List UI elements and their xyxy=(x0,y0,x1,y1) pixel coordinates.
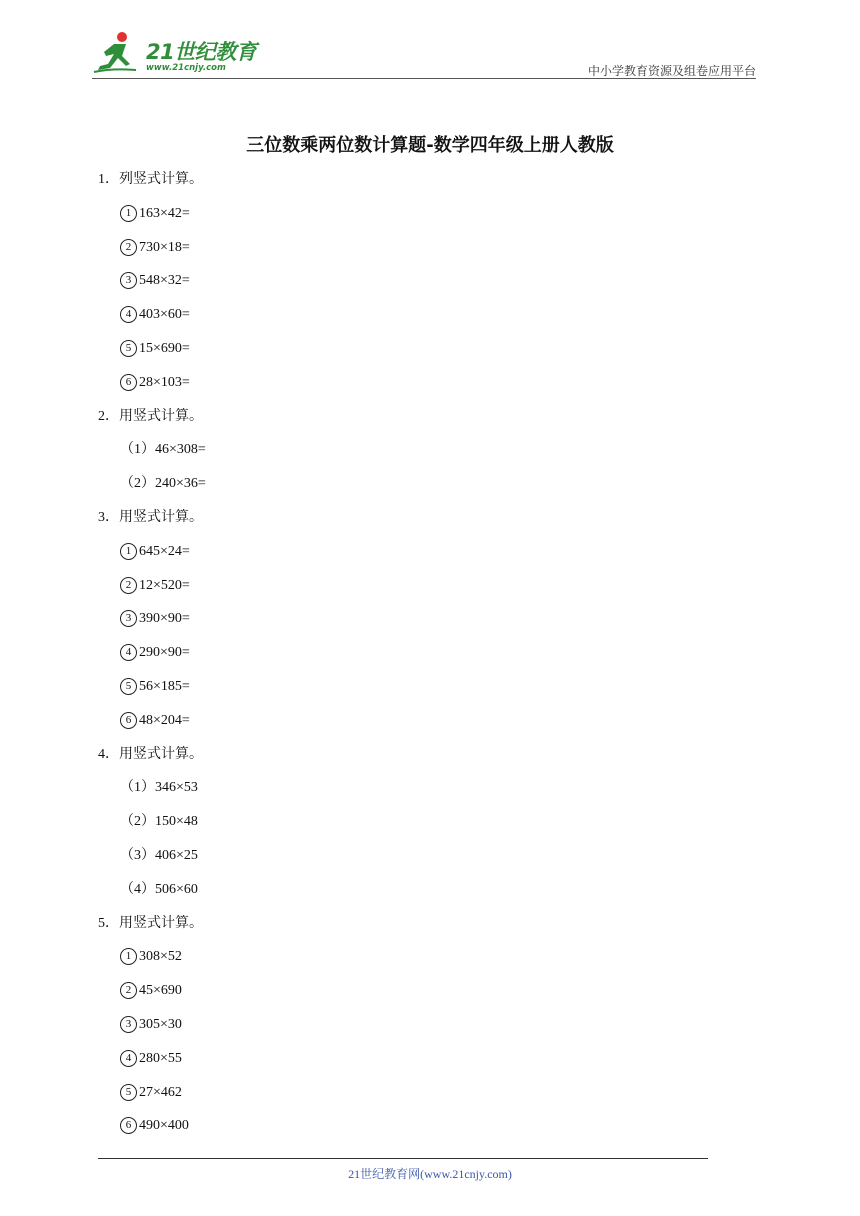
question-label: 5．用竖式计算。 xyxy=(98,915,203,931)
expression: 490×400 xyxy=(139,1118,189,1134)
question-item xyxy=(120,643,190,663)
circled-number: 6 xyxy=(120,712,137,729)
question-item xyxy=(120,711,190,731)
header-divider xyxy=(92,78,756,79)
expression: 45×690 xyxy=(139,983,182,999)
paren-number: （1） xyxy=(120,442,155,458)
expression: 56×185= xyxy=(139,679,190,694)
expression: 548×32= xyxy=(139,273,190,289)
expression: 46×308= xyxy=(155,442,206,458)
page-header xyxy=(92,30,756,78)
circled-number: 2 xyxy=(120,239,137,256)
expression: 305×30 xyxy=(139,1017,182,1032)
expression: 346×53 xyxy=(155,780,198,796)
circled-number: 4 xyxy=(120,644,137,661)
circled-number: 2 xyxy=(120,982,137,999)
paren-number: （2） xyxy=(120,814,155,830)
question-item xyxy=(120,576,190,596)
question-label: 1．列竖式计算。 xyxy=(98,172,203,187)
document-title: 三位数乘两位数计算题-数学四年级上册人教版 xyxy=(246,135,614,156)
logo-url: www.21cnjy.com xyxy=(146,63,226,73)
expression: 15×690= xyxy=(139,341,190,356)
question-item xyxy=(120,204,190,224)
expression: 290×90= xyxy=(139,645,190,661)
paren-number: （3） xyxy=(120,848,155,863)
circled-number: 5 xyxy=(120,678,137,695)
circled-number: 1 xyxy=(120,948,137,965)
question-item xyxy=(120,846,198,866)
expression: 240×36= xyxy=(155,476,206,492)
question-item xyxy=(120,677,190,697)
circled-number: 4 xyxy=(120,1050,137,1067)
question-item xyxy=(120,1015,182,1035)
expression: 12×520= xyxy=(139,577,190,593)
question-item xyxy=(120,542,190,562)
circled-number: 2 xyxy=(120,577,137,594)
circled-number: 6 xyxy=(120,1117,137,1134)
footer-divider xyxy=(98,1158,708,1159)
circled-number: 3 xyxy=(120,1016,137,1033)
footer-text: 21世纪教育网(www.21cnjy.com) xyxy=(348,1167,512,1181)
question-item xyxy=(120,812,198,832)
expression: 28×103= xyxy=(139,374,190,390)
expression: 403×60= xyxy=(139,307,190,323)
expression: 280×55 xyxy=(139,1050,182,1066)
expression: 150×48 xyxy=(155,814,198,830)
question-item xyxy=(120,339,190,359)
circled-number: 6 xyxy=(120,374,137,391)
circled-number: 3 xyxy=(120,272,137,289)
runner-logo-icon xyxy=(92,30,146,76)
question-label: 2．用竖式计算。 xyxy=(98,408,203,424)
question-item xyxy=(120,947,182,967)
question-item xyxy=(120,1049,182,1069)
question-label: 3．用竖式计算。 xyxy=(98,510,203,525)
question-item xyxy=(120,373,190,393)
expression: 645×24= xyxy=(139,543,190,559)
expression: 390×90= xyxy=(139,611,190,627)
expression: 730×18= xyxy=(139,239,190,255)
circled-number: 1 xyxy=(120,543,137,560)
expression: 163×42= xyxy=(139,205,190,221)
question-item xyxy=(120,609,190,629)
logo-text: 21世纪教育 xyxy=(146,40,257,64)
expression: 27×462 xyxy=(139,1084,182,1100)
header-tagline: 中小学教育资源及组卷应用平台 xyxy=(587,64,756,78)
question-item xyxy=(120,880,198,900)
expression: 506×60 xyxy=(155,881,198,897)
question-item xyxy=(120,305,190,325)
question-label: 4．用竖式计算。 xyxy=(98,746,203,762)
question-item xyxy=(120,1116,189,1136)
circled-number: 1 xyxy=(120,205,137,222)
question-item xyxy=(120,474,206,494)
expression: 48×204= xyxy=(139,712,190,728)
paren-number: （4） xyxy=(120,881,155,897)
logo xyxy=(92,30,262,76)
expression: 308×52 xyxy=(139,949,182,965)
circled-number: 4 xyxy=(120,306,137,323)
question-item xyxy=(120,440,206,460)
expression: 406×25 xyxy=(155,848,198,863)
question-item xyxy=(120,238,190,258)
question-item xyxy=(120,1083,182,1103)
question-item xyxy=(120,271,190,291)
question-item xyxy=(120,778,198,798)
circled-number: 5 xyxy=(120,340,137,357)
circled-number: 5 xyxy=(120,1084,137,1101)
question-item xyxy=(120,981,182,1001)
paren-number: （1） xyxy=(120,780,155,796)
circled-number: 3 xyxy=(120,610,137,627)
paren-number: （2） xyxy=(120,476,155,492)
